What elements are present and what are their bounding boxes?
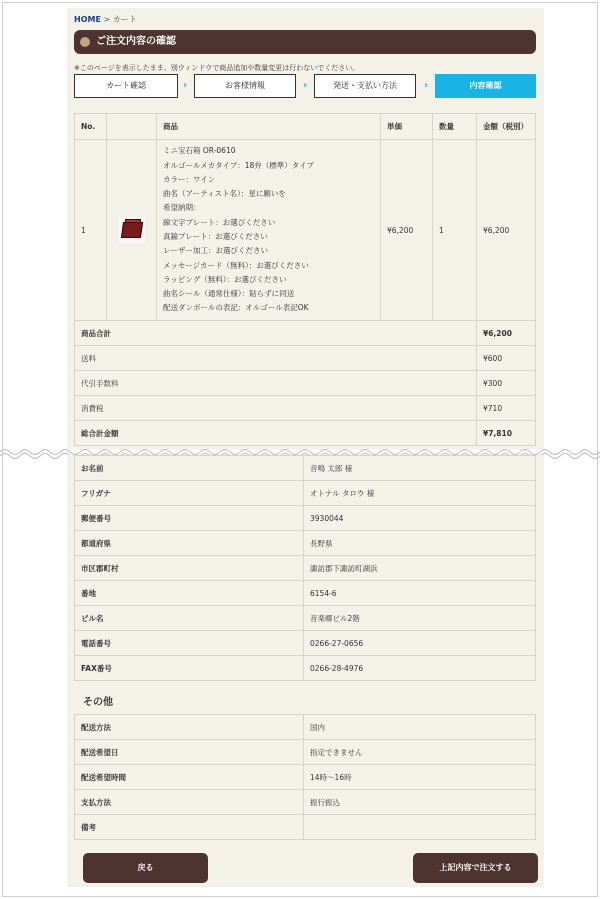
order-table [74, 113, 536, 446]
table-row [75, 715, 536, 740]
product-thumbnail[interactable] [119, 217, 145, 243]
step-arrow-icon: › [303, 80, 308, 91]
summary-row [75, 346, 536, 371]
info-label: 配送方法 [75, 715, 304, 740]
table-row [75, 740, 536, 765]
table-row [75, 790, 536, 815]
info-label: 電話番号 [75, 631, 304, 656]
product-line: 曲名シール（通常仕様）：貼らずに同送 [163, 289, 295, 299]
table-row [75, 140, 536, 321]
breadcrumb-separator: > [103, 15, 111, 24]
breadcrumb-current: カート [112, 15, 137, 24]
info-value: 3930044 [304, 506, 536, 531]
info-label: フリガナ [75, 481, 304, 506]
info-value: 長野県 [304, 531, 536, 556]
summary-row [75, 321, 536, 346]
table-row [75, 765, 536, 790]
table-row [75, 631, 536, 656]
info-label: ビル名 [75, 606, 304, 631]
table-row [75, 456, 536, 481]
step-shipping-payment: 発送・支払い方法 [314, 74, 416, 98]
info-label: 番地 [75, 581, 304, 606]
table-row [75, 606, 536, 631]
page-title-text: ご注文内容の確認 [96, 36, 176, 47]
info-value: 諏訪郡下諏訪町湖浜 [304, 556, 536, 581]
product-line: 真鍮プレート：お選びください [163, 232, 268, 241]
col-image [107, 114, 157, 140]
product-line: レーザー加工：お選びください [163, 246, 268, 256]
row-image-cell [107, 140, 157, 321]
info-label: 備考 [75, 815, 304, 840]
order-confirm-bottom [67, 455, 544, 887]
col-no: No. [75, 114, 107, 140]
product-line: 希望納期： [163, 203, 201, 213]
table-row [75, 815, 536, 840]
col-product: 商品 [157, 114, 381, 140]
title-bullet-icon [80, 37, 90, 47]
info-label: 郵便番号 [75, 506, 304, 531]
info-value: 14時～16時 [304, 765, 536, 790]
section-title-other: その他 [83, 697, 113, 708]
info-label: 支払方法 [75, 790, 304, 815]
other-info-table [74, 714, 536, 840]
product-line: カラー：ワイン [163, 174, 216, 184]
info-value [304, 815, 536, 840]
col-qty: 数量 [433, 114, 477, 140]
info-label: お名前 [75, 456, 304, 481]
product-line: オルゴールメカタイプ：18弁（標準）タイプ [163, 160, 314, 170]
col-unit-price: 単価 [381, 114, 433, 140]
customer-info-table [74, 455, 536, 681]
summary-value: ¥600 [477, 346, 536, 371]
info-label: 都道府県 [75, 531, 304, 556]
summary-value: ¥710 [477, 396, 536, 421]
breadcrumb-home[interactable]: HOME [74, 15, 101, 24]
product-line: 配送ダンボールの表記：オルゴール表記OK [163, 303, 309, 313]
product-line: メッセージカード（無料）：お選びください [163, 260, 309, 270]
summary-label: 総合計金額 [75, 421, 477, 446]
info-value: 音楽郷ビル2階 [304, 606, 536, 631]
product-line: ミニ宝石箱 OR-0610 [163, 146, 236, 156]
table-row [75, 506, 536, 531]
notice-text: ※このページを表示したまま、別ウィンドウで商品追加や数量変更は行わないでください。 [74, 64, 360, 72]
row-amount: ¥6,200 [477, 140, 536, 321]
step-arrow-icon: › [424, 80, 429, 91]
summary-row-total [75, 421, 536, 446]
product-line: ラッピング（無料）：お選びください [163, 274, 287, 284]
product-line: 曲名（アーティスト名）：星に願いを [163, 189, 286, 199]
summary-row [75, 371, 536, 396]
info-value: 0266-28-4976 [304, 656, 536, 681]
col-amount: 金額（税別） [477, 114, 536, 140]
jewelry-box-shape [120, 222, 142, 238]
summary-value: ¥7,810 [477, 421, 536, 446]
step-customer-info: お客様情報 [194, 74, 296, 98]
info-value: 0266-27-0656 [304, 631, 536, 656]
step-confirm: 内容確認 [435, 74, 536, 98]
page-title [74, 30, 536, 54]
info-value: 指定できません [304, 740, 536, 765]
row-qty: 1 [433, 140, 477, 321]
info-value: 振行振込 [304, 790, 536, 815]
summary-label: 送料 [75, 346, 477, 371]
submit-order-button[interactable]: 上記内容で注文する [413, 853, 538, 883]
info-value: 音鳴 太郎 様 [304, 456, 536, 481]
summary-label: 代引手数料 [75, 371, 477, 396]
row-product-details [157, 140, 381, 321]
order-confirm-top [67, 8, 544, 449]
table-row [75, 581, 536, 606]
checkout-steps [74, 74, 536, 100]
summary-value: ¥300 [477, 371, 536, 396]
table-row [75, 556, 536, 581]
info-value: 6154-6 [304, 581, 536, 606]
table-row [75, 531, 536, 556]
summary-label: 商品合計 [75, 321, 477, 346]
summary-label: 消費税 [75, 396, 477, 421]
table-row [75, 481, 536, 506]
summary-value: ¥6,200 [477, 321, 536, 346]
step-arrow-icon: › [183, 80, 188, 91]
back-button[interactable]: 戻る [83, 853, 208, 883]
table-row [75, 656, 536, 681]
order-table-header [75, 114, 536, 140]
summary-row [75, 396, 536, 421]
info-label: FAX番号 [75, 656, 304, 681]
info-label: 配送希望日 [75, 740, 304, 765]
step-cart: カート確認 [74, 74, 178, 98]
row-no: 1 [75, 140, 107, 321]
info-value: オトナル タロウ 様 [304, 481, 536, 506]
info-value: 国内 [304, 715, 536, 740]
row-unit-price: ¥6,200 [381, 140, 433, 321]
breadcrumb [74, 14, 137, 25]
info-label: 市区郡町村 [75, 556, 304, 581]
product-line: 線文字プレート：お選びください [163, 217, 276, 227]
info-label: 配送希望時間 [75, 765, 304, 790]
